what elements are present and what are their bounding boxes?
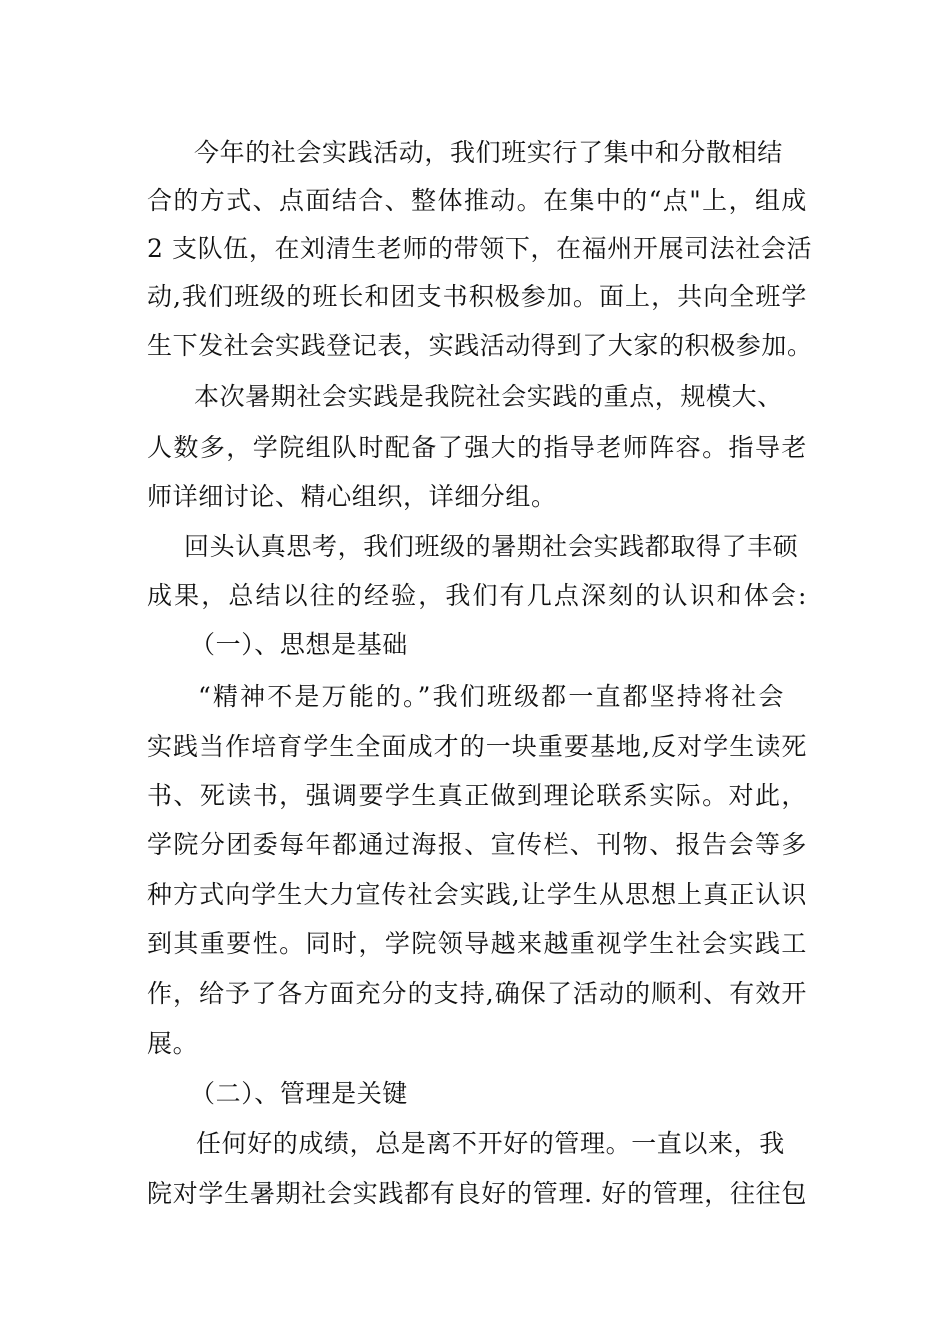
paragraph-1-line-2: 合的方式、点面结合、整体推动。在集中的“点"上，组成 <box>147 186 807 215</box>
paragraph-2-line-2: 人数多，学院组队时配备了强大的指导老师阵容。指导老 <box>147 433 807 462</box>
paragraph-4-line-1: “精神不是万能的。”我们班级都一直都坚持将社会 <box>198 682 784 711</box>
paragraph-2-line-3: 师详细讨论、精心组织，详细分组。 <box>147 482 557 511</box>
paragraph-4-line-7: 作，给予了各方面充分的支持,确保了活动的顺利、有效开 <box>147 979 807 1008</box>
paragraph-4-line-4: 学院分团委每年都通过海报、宣传栏、刊物、报告会等多 <box>147 830 807 859</box>
section-heading-2: （二）、管理是关键 <box>190 1079 408 1108</box>
paragraph-1-line-5: 生下发社会实践登记表，实践活动得到了大家的积极参加。 <box>147 331 813 360</box>
paragraph-2-line-1: 本次暑期社会实践是我院社会实践的重点，规模大、 <box>194 382 783 411</box>
paragraph-1-line-3: 2 支队伍，在刘清生老师的带领下，在福州开展司法社会活 <box>147 234 813 263</box>
paragraph-5-line-2: 院对学生暑期社会实践都有良好的管理. 好的管理，往往包 <box>147 1179 807 1208</box>
paragraph-1-line-1: 今年的社会实践活动，我们班实行了集中和分散相结 <box>194 138 783 167</box>
paragraph-4-line-8: 展。 <box>147 1029 199 1058</box>
paragraph-3-line-2: 成果，总结以往的经验，我们有几点深刻的认识和体会: <box>147 581 807 610</box>
paragraph-4-line-6: 到其重要性。同时，学院领导越来越重视学生社会实践工 <box>147 929 807 958</box>
paragraph-3-line-1: 回头认真思考，我们班级的暑期社会实践都取得了丰硕 <box>184 532 799 561</box>
paragraph-1-line-4: 动,我们班级的班长和团支书积极参加。面上，共向全班学 <box>147 282 807 311</box>
section-heading-1: （一）、思想是基础 <box>190 630 408 659</box>
paragraph-4-line-5: 种方式向学生大力宣传社会实践,让学生从思想上真正认识 <box>147 880 807 909</box>
paragraph-4-line-2: 实践当作培育学生全面成才的一块重要基地,反对学生读死 <box>147 732 807 761</box>
paragraph-4-line-3: 书、死读书，强调要学生真正做到理论联系实际。对此， <box>147 781 807 810</box>
paragraph-5-line-1: 任何好的成绩，总是离不开好的管理。一直以来，我 <box>196 1129 785 1158</box>
